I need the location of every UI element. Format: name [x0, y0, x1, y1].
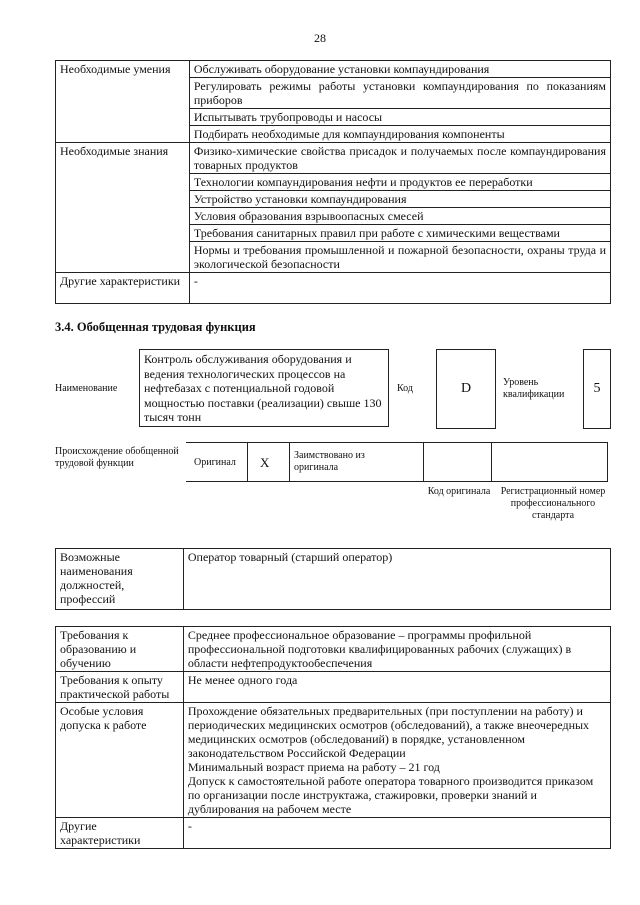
original-label: Оригинал [194, 457, 236, 468]
admission-conditions-label: Особые условия допуска к работе [56, 703, 184, 818]
knowledge-item: Условия образования взрывоопасных смесей [189, 208, 610, 225]
other-characteristics-label: Другие характеристики [56, 273, 190, 304]
qualification-level-label: Уровень квалификации [503, 377, 565, 400]
function-code-box: D [436, 349, 496, 429]
skills-label: Необходимые умения [56, 61, 190, 143]
education-value: Среднее профессиональное образование – программы профильной профессиональной подготовки квалифицированных рабочих (служащих) в области нефтепродуктообеспечения [183, 627, 610, 672]
admission-conditions-value [183, 703, 610, 818]
name-label: Наименование [55, 383, 118, 394]
knowledge-item: Технологии компаундирования нефти и продуктов ее переработки [189, 174, 610, 191]
qualification-level-box: 5 [583, 349, 611, 429]
admission-line: Допуск к самостоятельной работе оператора товарного производится приказом по организации после инструктажа, стажировки, проверки знаний и дублирования на рабочем месте [187, 774, 594, 816]
skill-item: Регулировать режимы работы установки компаундирования по показаниям приборов [189, 78, 610, 109]
positions-label: Возможные наименования должностей, профессий [56, 549, 184, 610]
positions-value: Оператор товарный (старший оператор) [183, 549, 610, 610]
knowledge-item: Физико-химические свойства присадок и получаемых после компаундирования товарных продуктов [189, 143, 610, 174]
function-name-box: Контроль обслуживания оборудования и ведения технологических процессов на нефтебазах с потенциальной годовой мощностью поставки (реализации) свыше 130 тысяч тонн [139, 349, 389, 427]
requirements-table [55, 626, 611, 849]
original-mark: X [260, 455, 270, 470]
section-title: 3.4. Обобщенная трудовая функция [55, 320, 256, 334]
reg-number-label: Регистрационный номер профессионального стандарта [500, 486, 606, 521]
knowledge-label: Необходимые знания [56, 143, 190, 273]
origin-label: Происхождение обобщенной трудовой функции [55, 446, 179, 469]
positions-table [55, 548, 611, 610]
skill-item: Подбирать необходимые для компаундирования компоненты [189, 126, 610, 143]
experience-label: Требования к опыту практической работы [56, 672, 184, 703]
knowledge-item: Требования санитарных правил при работе с химическими веществами [189, 225, 610, 242]
admission-line: Прохождение обязательных предварительных (при поступлении на работу) и периодических медицинских осмотров (обследований), а также внеочередных медицинских осмотров (обследований) в порядке, установленном законодательством Российской Федерации [187, 704, 590, 760]
skill-item: Обслуживать оборудование установки компаундирования [189, 61, 610, 78]
experience-value: Не менее одного года [183, 672, 610, 703]
knowledge-item: Нормы и требования промышленной и пожарной безопасности, охраны труда и экологической безопасности [189, 242, 610, 273]
code-original-label: Код оригинала [427, 486, 491, 497]
page-number: 28 [314, 31, 326, 45]
admission-line: Минимальный возраст приема на работу – 21 год [187, 760, 440, 774]
other-characteristics-label-2: Другие характеристики [56, 818, 184, 849]
borrowed-label: Заимствовано из оригинала [294, 450, 365, 473]
skill-item: Испытывать трубопроводы и насосы [189, 109, 610, 126]
knowledge-item: Устройство установки компаундирования [189, 191, 610, 208]
code-label: Код [397, 383, 413, 394]
education-label: Требования к образованию и обучению [56, 627, 184, 672]
skills-knowledge-table [55, 60, 611, 304]
other-characteristics-value-2: - [183, 818, 610, 849]
other-characteristics-value: - [189, 273, 610, 304]
origin-table [186, 442, 608, 482]
